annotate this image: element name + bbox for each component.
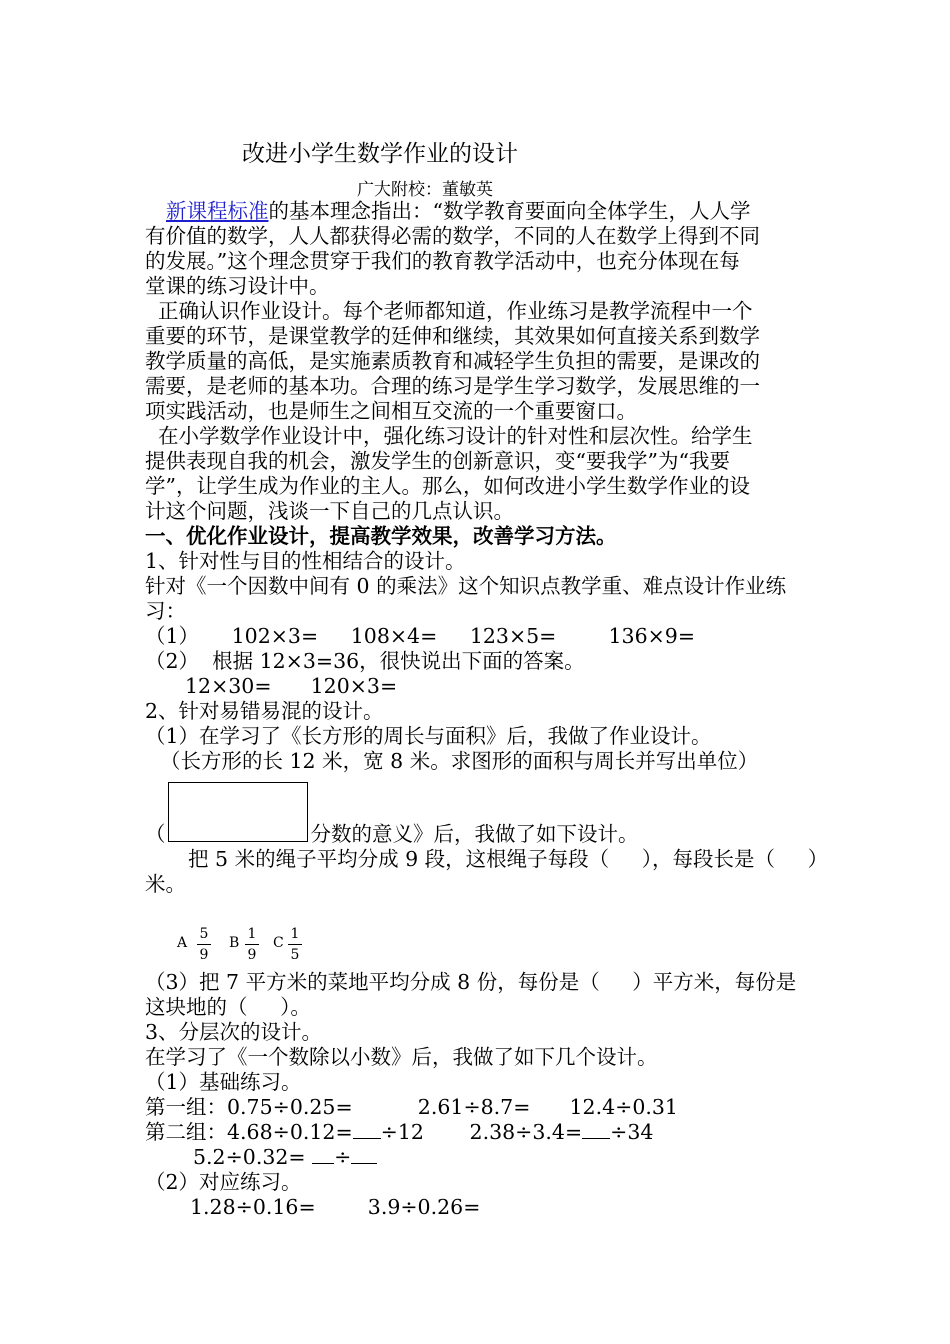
option-a-fraction [197,926,211,963]
exercise-1-2-answers: 12×30= 120×3= [185,674,398,698]
paragraph-2-line-4: 需要，是老师的基本功。合理的练习是学生学习数学，发展思维的一 [145,374,760,398]
paragraph-3-line-1: 在小学数学作业设计中，强化练习设计的针对性和层次性。给学生 [145,424,753,448]
option-b-numerator: 1 [247,926,257,942]
page-title: 改进小学生数学作业的设计 [242,141,518,167]
answer-blank [582,1120,610,1139]
paragraph-3-line-4: 计这个问题，浅谈一下自己的几点认识。 [145,499,514,523]
division-sign: ÷ [334,1145,352,1169]
answer-blank [351,1145,377,1164]
subsection-3-intro: 在学习了《一个数除以小数》后，我做了如下几个设计。 [145,1045,658,1069]
corresponding-exercises: 1.28÷0.16= 3.9÷0.26= [190,1195,481,1219]
exercise-2-2-question-end: 米。 [145,872,186,896]
paragraph-1-line-1-text: 的基本理念指出：“数学教育要面向全体学生，人人学 [268,199,751,223]
exercise-2-1-detail: （长方形的长 12 米，宽 8 米。求图形的面积与周长并写出单位） [160,749,759,773]
paragraph-2-line-3: 教学质量的高低，是实施素质教育和减轻学生负担的需要，是课改的 [145,349,760,373]
option-c-fraction [288,926,302,963]
option-b-fraction [245,926,259,963]
section-heading-1: 一、优化作业设计，提高教学效果，改善学习方法。 [145,524,617,548]
answer-blank [353,1120,381,1139]
exercise-2-3-end: 这块地的（ ）。 [145,995,311,1019]
option-b-denominator: 9 [247,947,257,963]
group-2-exercises [145,1120,653,1145]
paragraph-1-line-3: 的发展。”这个理念贯穿于我们的教育教学活动中，也充分体现在每 [145,249,740,273]
option-c-letter: C [273,935,284,951]
answer-blank [312,1145,334,1164]
group-2-extra [193,1145,377,1170]
basic-practice-label: （1）基础练习。 [145,1070,302,1094]
exercise-2-2-question: 把 5 米的绳子平均分成 9 段，这根绳子每段（ ），每段长是（ ） [188,847,829,871]
group-2-part-2: ÷12 2.38÷3.4= [380,1120,583,1144]
option-a-denominator: 9 [199,947,209,963]
group-1-exercises: 第一组：0.75÷0.25= 2.61÷8.7= 12.4÷0.31 [145,1095,678,1119]
subsection-1-heading: 1、针对性与目的性相结合的设计。 [145,549,466,573]
subsection-1-intro-line-1: 针对《一个因数中间有 0 的乘法》这个知识点教学重、难点设计作业练 [145,574,787,598]
option-a-letter: A [177,935,188,951]
exercise-2-2-start: （ [145,822,166,846]
paragraph-1-line-1 [166,199,750,224]
exercise-2-2-rest: 分数的意义》后，我做了如下设计。 [310,822,639,846]
group-2-part-3: ÷34 [610,1120,654,1144]
exercise-1-2: （2） 根据 12×3=36，很快说出下面的答案。 [145,649,585,673]
option-c-denominator: 5 [290,947,300,963]
corresponding-practice-label: （2）对应练习。 [145,1170,302,1194]
paragraph-2-line-5: 项实践活动，也是师生之间相互交流的一个重要窗口。 [145,399,637,423]
paragraph-3-line-2: 提供表现自我的机会，激发学生的创新意识，变“要我学”为“我要 [145,449,730,473]
paragraph-2-line-2: 重要的环节，是课堂教学的廷伸和继续，其效果如何直接关系到数学 [145,324,760,348]
option-a-numerator: 5 [199,926,209,942]
rectangle-figure [168,782,308,842]
new-curriculum-standard-link[interactable]: 新课程标准 [166,199,269,223]
paragraph-1-line-2: 有价值的数学，人人都获得必需的数学，不同的人在数学上得到不同 [145,224,760,248]
option-b-letter: B [229,935,240,951]
exercise-2-1: （1）在学习了《长方形的周长与面积》后，我做了作业设计。 [145,724,712,748]
exercise-2-3: （3）把 7 平方米的菜地平均分成 8 份，每份是（ ）平方米，每份是 [145,970,797,994]
paragraph-2-line-1: 正确认识作业设计。每个老师都知道，作业练习是教学流程中一个 [145,299,753,323]
paragraph-3-line-3: 学”，让学生成为作业的主人。那么，如何改进小学生数学作业的设 [145,474,750,498]
author-line: 广大附校：董敏英 [357,180,493,200]
subsection-3-heading: 3、分层次的设计。 [145,1020,323,1044]
group-2-part-1: 第二组：4.68÷0.12= [145,1120,353,1144]
option-c-numerator: 1 [290,926,300,942]
group-2-extra-part-1: 5.2÷0.32= [193,1145,313,1169]
subsection-1-intro-line-2: 习： [145,599,186,623]
subsection-2-heading: 2、针对易错易混的设计。 [145,699,384,723]
exercise-1-1: （1） 102×3= 108×4= 123×5= 136×9= [145,624,696,648]
paragraph-1-line-4: 堂课的练习设计中。 [145,274,330,298]
